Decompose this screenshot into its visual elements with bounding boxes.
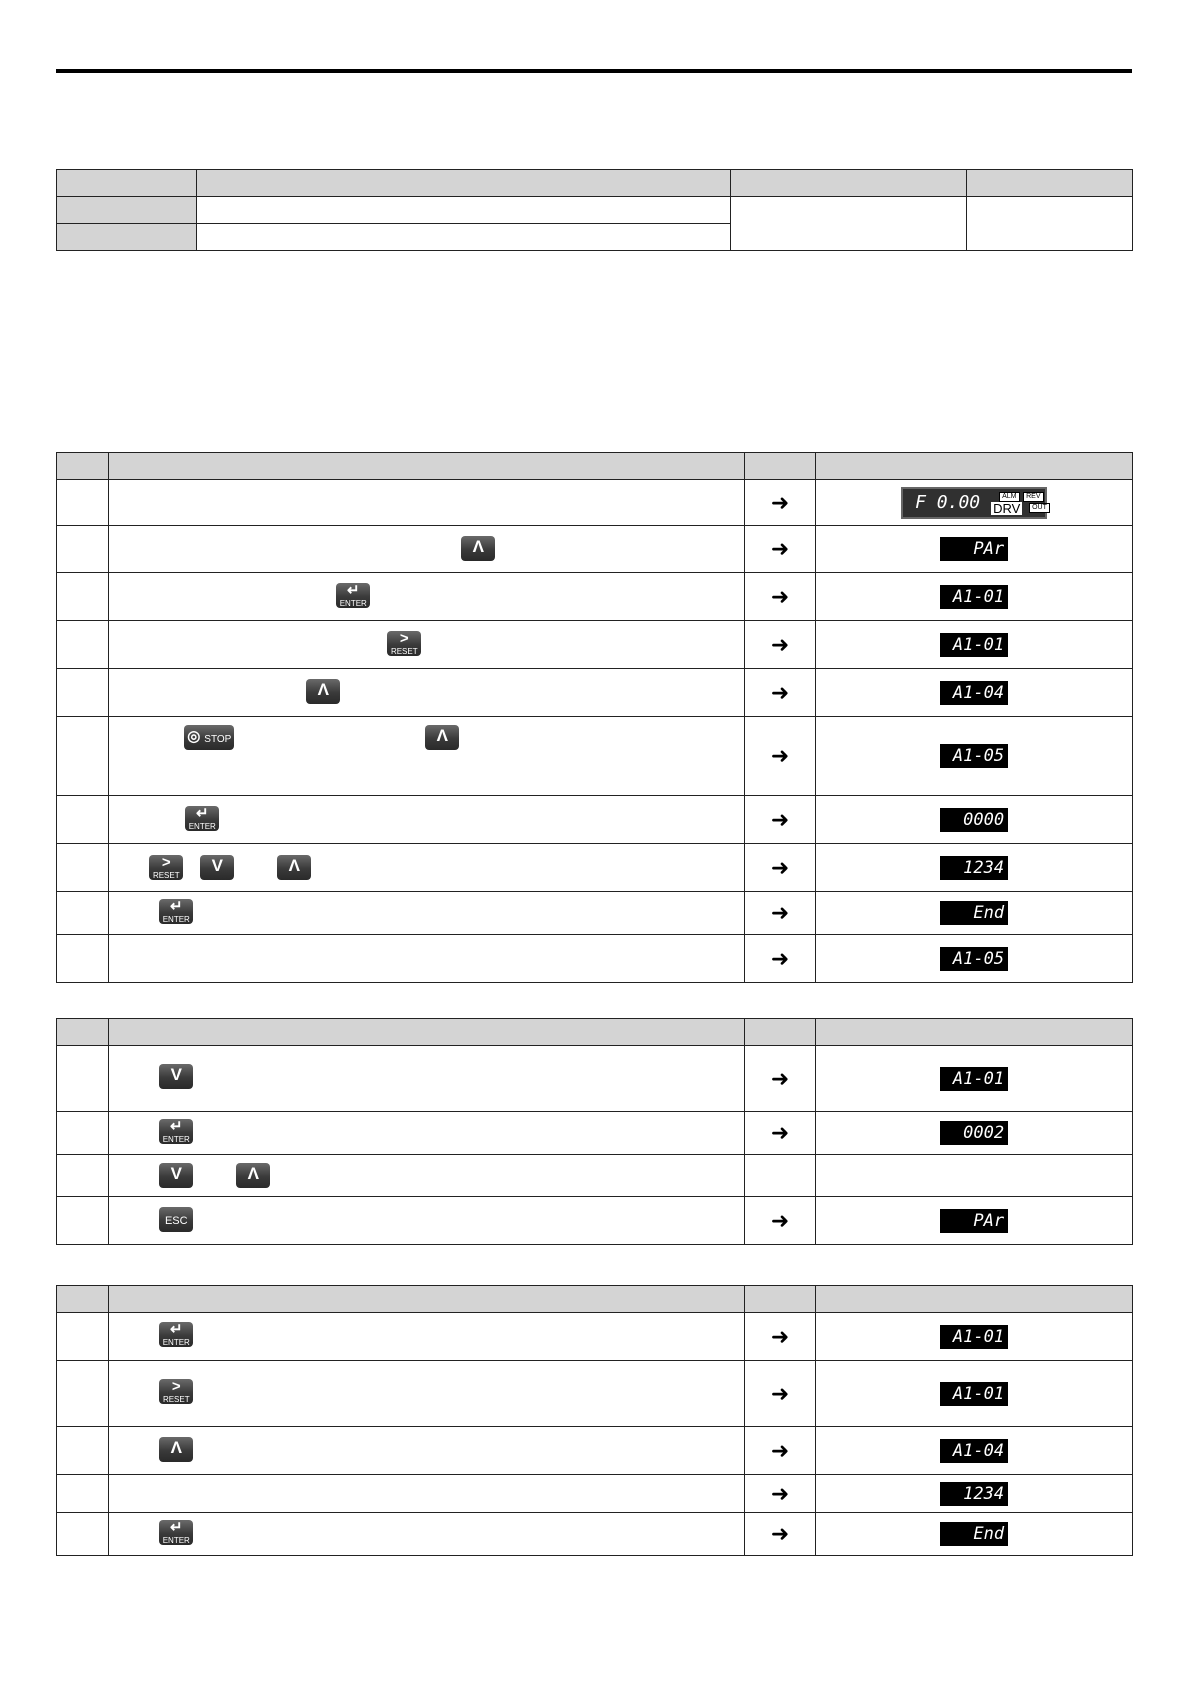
reset-key[interactable]: > RESET xyxy=(149,855,183,880)
arrow-icon: ➜ xyxy=(744,526,815,573)
arrow-icon: ➜ xyxy=(744,935,815,983)
arrow-icon: ➜ xyxy=(744,844,815,892)
rev-indicator: REV xyxy=(1023,492,1043,502)
down-arrow-key[interactable] xyxy=(159,1064,193,1089)
table-row xyxy=(57,717,1133,796)
table-row xyxy=(57,1046,1133,1112)
enter-key[interactable]: ↵ ENTER xyxy=(159,1322,193,1347)
down-arrow-icon: V xyxy=(211,856,223,875)
up-arrow-icon: Λ xyxy=(317,680,329,699)
blink-marks: ▾▾▾ xyxy=(982,933,1004,945)
enter-key[interactable]: ↵ ENTER xyxy=(159,899,193,924)
table-row xyxy=(57,573,1133,621)
right-arrow-icon: > xyxy=(171,1379,181,1395)
up-arrow-icon: Λ xyxy=(436,726,448,745)
led-display: End xyxy=(940,1522,1008,1546)
arrow-icon: ➜ xyxy=(744,480,815,526)
blink-marks: ▾▾▾ xyxy=(982,731,1004,742)
up-arrow-key[interactable] xyxy=(306,679,340,704)
led-display: ▾▾▾ A1-01 xyxy=(940,1325,1008,1349)
table-row xyxy=(57,480,1133,526)
procedure-table-1 xyxy=(56,452,1133,983)
stop-key[interactable]: ◎ STOP xyxy=(184,725,234,750)
down-arrow-key[interactable] xyxy=(200,855,234,880)
led-display: ▾▾▾▾▾ PAr xyxy=(940,1209,1008,1233)
up-arrow-icon: Λ xyxy=(247,1164,259,1183)
esc-icon: ESC xyxy=(164,1215,188,1227)
up-arrow-key[interactable] xyxy=(159,1437,193,1462)
table-row xyxy=(57,1155,1133,1197)
out-indicator: OUT xyxy=(1029,503,1050,513)
arrow-icon: ➜ xyxy=(744,1513,815,1556)
led-display: ▾▾▾ 1234 xyxy=(940,856,1008,880)
right-arrow-icon: > xyxy=(161,855,171,871)
operator-display: F 0.00 ALM REV DRV OUT xyxy=(901,487,1047,519)
arrow-icon: ➜ xyxy=(744,717,815,796)
down-arrow-icon: V xyxy=(170,1164,182,1183)
down-arrow-icon: V xyxy=(170,1065,182,1084)
led-display: ▾▾▾ A1-01 xyxy=(940,633,1008,657)
table-row xyxy=(57,1197,1133,1245)
arrow-icon: ➜ xyxy=(744,1475,815,1513)
table-row xyxy=(57,1427,1133,1475)
procedure-table-2 xyxy=(56,1018,1133,1245)
blink-marks: ▾▾▾ xyxy=(982,1425,1004,1437)
arrow-icon: ➜ xyxy=(744,1313,815,1361)
table-row xyxy=(57,669,1133,717)
up-arrow-icon: Λ xyxy=(288,856,300,875)
drv-indicator: DRV xyxy=(993,500,1021,516)
arrow-icon: ➜ xyxy=(744,1046,815,1112)
table-row xyxy=(57,1475,1133,1513)
enter-icon: ↵ xyxy=(169,1119,183,1135)
arrow-icon: ➜ xyxy=(744,1361,815,1427)
enter-key[interactable]: ↵ ENTER xyxy=(159,1119,193,1144)
arrow-icon: ➜ xyxy=(744,796,815,844)
arrow-icon: ➜ xyxy=(744,1197,815,1245)
arrow-icon: ➜ xyxy=(744,669,815,717)
blink-marks: ▾▾▾ xyxy=(982,1053,1004,1065)
reset-key[interactable]: > RESET xyxy=(387,631,421,656)
up-arrow-icon: Λ xyxy=(472,537,484,556)
led-display: 0002 xyxy=(940,1121,1008,1145)
enter-icon: ↵ xyxy=(169,899,183,915)
blink-marks: ▾▾▾ xyxy=(942,1311,964,1323)
blink-marks: ▾▾▾ xyxy=(942,571,964,583)
blink-marks: ▾▾▾▾▾ xyxy=(952,524,988,535)
esc-key[interactable] xyxy=(159,1207,193,1232)
reset-key[interactable]: > RESET xyxy=(159,1379,193,1404)
enter-icon: ↵ xyxy=(169,1322,183,1338)
blink-marks: ▾▾▾ xyxy=(952,794,974,806)
right-arrow-icon: > xyxy=(399,631,409,647)
led-display: End xyxy=(940,901,1008,925)
arrow-icon: ➜ xyxy=(744,892,815,935)
table-row xyxy=(57,844,1133,892)
led-display: ▾▾▾ A1-04 xyxy=(940,1439,1008,1463)
led-display: ▾▾▾ A1-01 xyxy=(940,585,1008,609)
procedure-table-3 xyxy=(56,1285,1133,1556)
parameter-table xyxy=(56,169,1133,251)
table-row xyxy=(57,1513,1133,1556)
blink-marks: ▾▾▾▾▾ xyxy=(952,1195,988,1207)
enter-key[interactable]: ↵ ENTER xyxy=(185,806,219,831)
up-arrow-key[interactable] xyxy=(236,1163,270,1188)
led-display: ▾▾▾ 0000 xyxy=(940,808,1008,832)
table-row xyxy=(57,526,1133,573)
enter-icon: ↵ xyxy=(195,806,209,822)
arrow-icon: ➜ xyxy=(744,1112,815,1155)
led-display: 1234 xyxy=(940,1482,1008,1506)
led-display: ▾▾▾ A1-01 xyxy=(940,1067,1008,1091)
arrow-icon: ➜ xyxy=(744,621,815,669)
led-display: ▾▾▾ A1-05 xyxy=(940,947,1008,971)
table-row xyxy=(57,935,1133,983)
enter-icon: ↵ xyxy=(346,583,360,599)
down-arrow-key[interactable] xyxy=(159,1163,193,1188)
table-row xyxy=(57,621,1133,669)
up-arrow-key[interactable] xyxy=(277,855,311,880)
blink-marks: ▾▾▾ xyxy=(982,667,1004,679)
blink-marks: ▾▾▾ xyxy=(988,842,1010,854)
led-display: ▾▾▾ A1-05 xyxy=(940,744,1008,768)
enter-key[interactable]: ↵ ENTER xyxy=(336,583,370,608)
arrow-icon: ➜ xyxy=(744,1427,815,1475)
table-row xyxy=(57,1313,1133,1361)
header-rule xyxy=(56,69,1132,73)
led-display: ▾▾▾ A1-01 xyxy=(940,1382,1008,1406)
led-display: ▾▾▾ A1-04 xyxy=(940,681,1008,705)
table-row xyxy=(57,796,1133,844)
blink-marks: ▾▾▾ xyxy=(982,619,1004,631)
table-row xyxy=(57,1361,1133,1427)
arrow-icon: ➜ xyxy=(744,573,815,621)
alm-indicator: ALM xyxy=(999,492,1019,502)
up-arrow-key[interactable] xyxy=(425,725,459,750)
enter-icon: ↵ xyxy=(169,1520,183,1536)
up-arrow-key[interactable] xyxy=(461,536,495,561)
table-row xyxy=(57,1112,1133,1155)
blink-marks: ▾▾▾ xyxy=(982,1368,1004,1380)
table-row xyxy=(57,892,1133,935)
up-arrow-icon: Λ xyxy=(170,1438,182,1457)
enter-key[interactable]: ↵ ENTER xyxy=(159,1520,193,1545)
led-display: ▾▾▾▾▾ PAr xyxy=(940,537,1008,561)
stop-icon: ◎ xyxy=(187,728,201,745)
